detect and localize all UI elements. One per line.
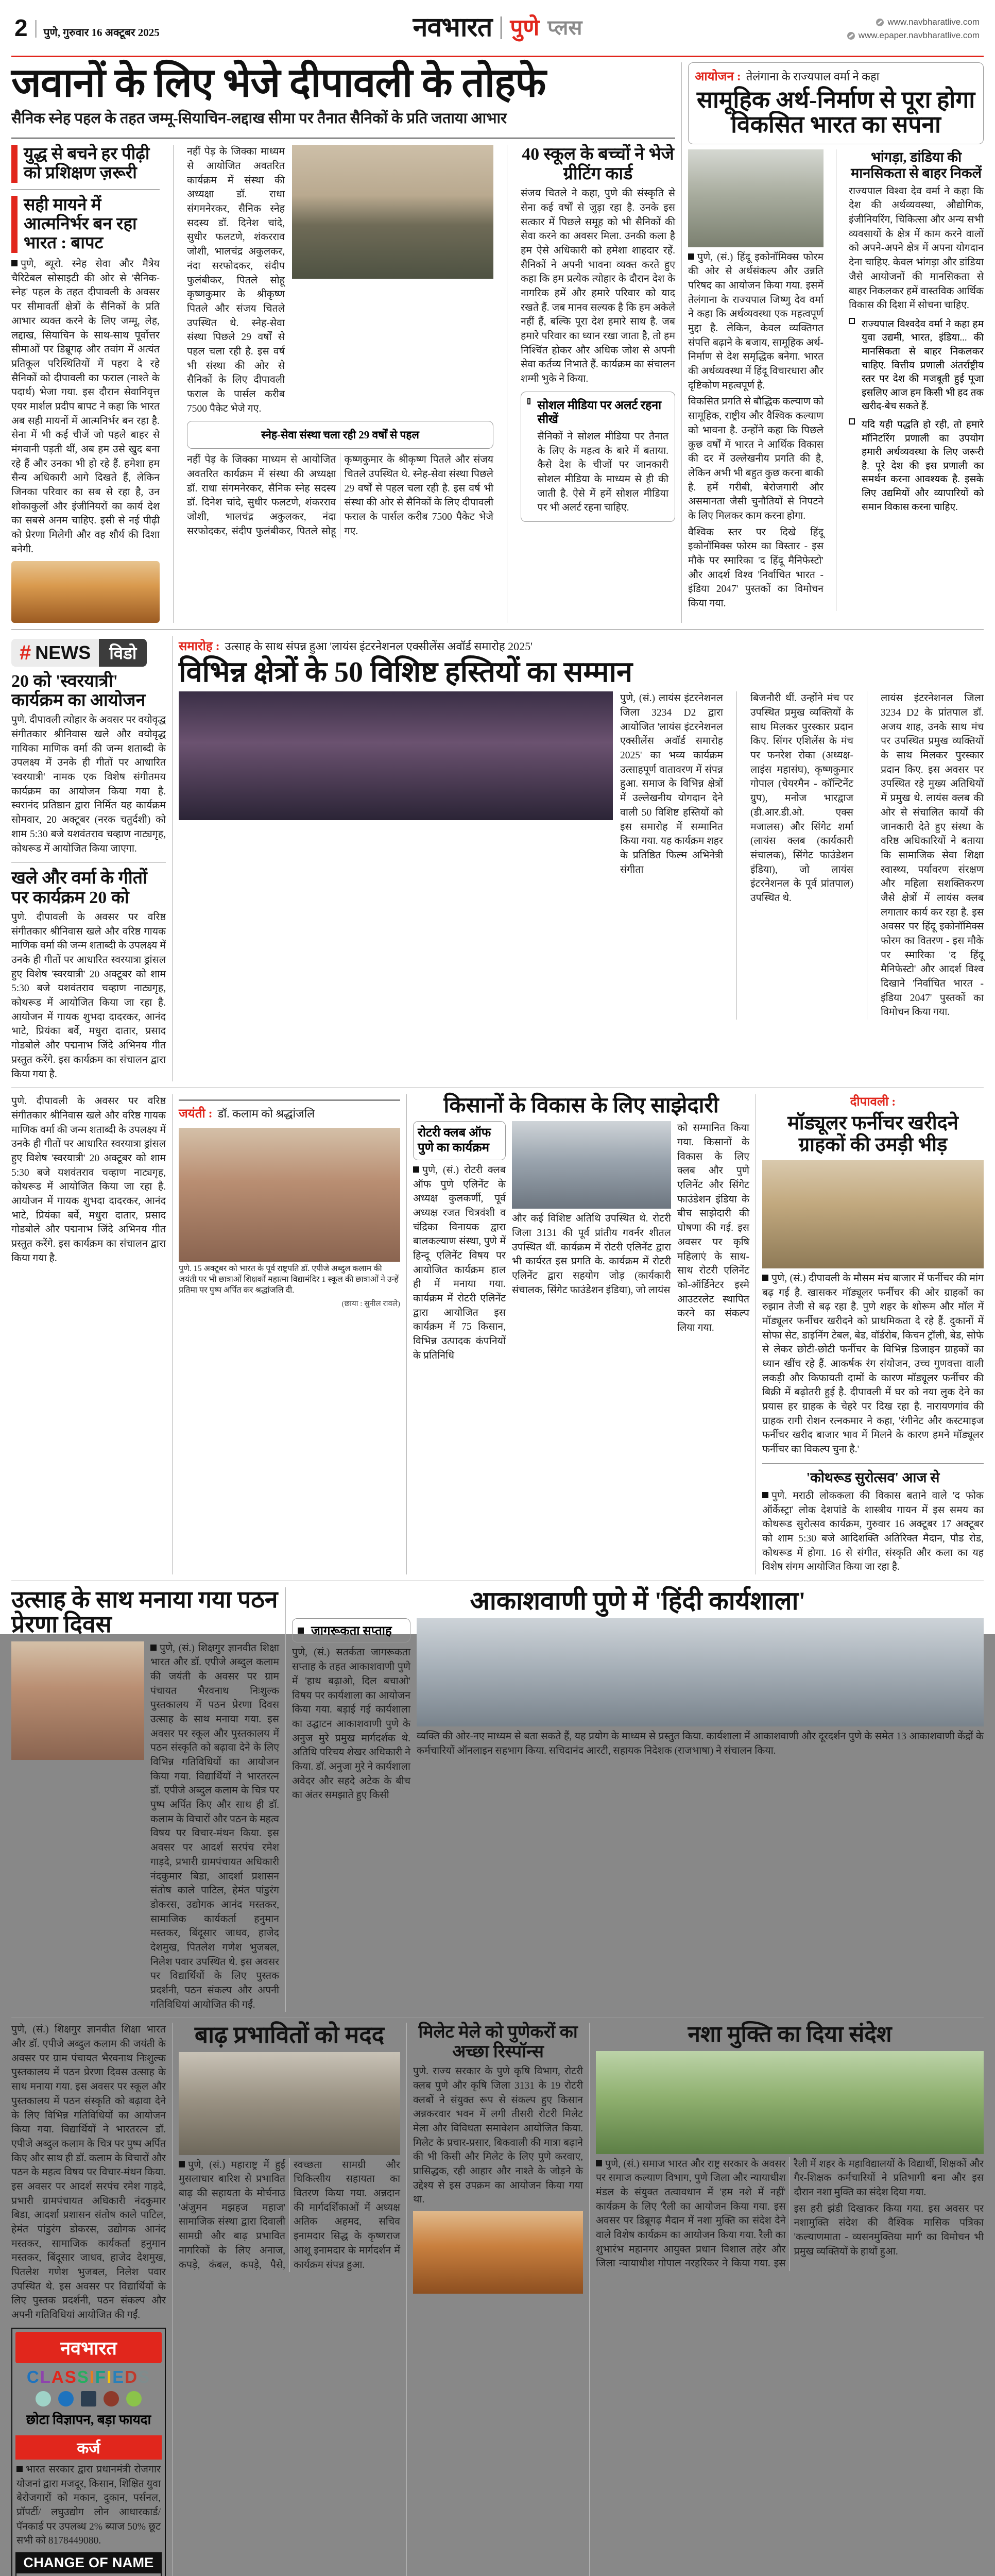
nasha-headline: नशा मुक्ति का दिया संदेश (688, 2022, 892, 2047)
red-bar (11, 196, 18, 253)
rule (11, 138, 675, 139)
kalam-story (179, 1094, 400, 1574)
bullet-square (150, 1645, 157, 1651)
matrimony-icon (104, 2391, 119, 2406)
bullet-square (762, 1492, 768, 1498)
millet-fair-photo (413, 2211, 583, 2294)
akashvani-story (292, 1587, 984, 2012)
third-section (0, 1094, 995, 1574)
farmers-headline: किसानों के विकास के लिए साझेदारी (443, 1094, 719, 1118)
lead-middle-column (187, 145, 493, 622)
governor-body-2: विकसित प्रगति से बौद्धिक कल्याण को सामूहिक, राष्ट्रीय और वैश्विक कल्याण को भावना है. उन्होंने कहा कि पिछले कुछ वर्षों में भारत ने आर्थिक विकास की दर में उल्लेखनीय प्रगति की है, लेकिन अभी भी बहुत कुछ करना बाकी है. हमें गरीबी, बेरोजगारी और असमानता जैसी चुनौतियों से निपटने के लिए मिलकर काम करना होगा. (688, 396, 824, 521)
swaryatri-body: पुणे. दीपावली त्योहार के अवसर पर वयोवृद्ध संगीतकार श्रीनिवास खले और वयोवृद्ध गायिका माणिक वर्मा की जन्म शताब्दी के उपलक्ष्य में उनके ही गीतों पर आधारित 'स्वरयात्री' नामक एक विशेष संगीतमय कार्यक्रम का आयोजन किया गया है. स्वरानंद प्रतिष्ठान द्वारा निर्मित यह कार्यक्रम सोमवार, 20 अक्टूबर (नरक चतुर्दशी) को शाम 5:30 बजे यशवंतराव चव्हाण नाट्यगृह, कोथरूड में आयोजित किया जाएगा. (11, 715, 166, 854)
bullet-square (16, 2466, 23, 2472)
awards-headline: विभिन्न क्षेत्रों के 50 विशिष्ट हस्तियों का सम्मान (179, 656, 633, 688)
change-of-name-header: CHANGE OF NAME (15, 2552, 162, 2573)
masthead (0, 0, 995, 56)
furniture-kicker (762, 1094, 984, 1113)
furniture-kicker-tag: दीपावली : (850, 1095, 896, 1109)
akashvani-body-1: पुणे, (सं.) सतर्कता जागरूकता सप्ताह के तहत आकाशवाणी पुणे में 'हाथ बढ़ाओ, दिल बचाओ' विषय पर कार्यशाला का आयोजन किया गया. बड़ाई गई कार्यशाला का उद्घाटन आकाशवाणी पुणे के अनुज मुरे प्रमुख मार्गदर्शक थे. अतिथि परिचय शेखर अधिकारी ने किया. डॉ. अनुजा मुरे ने कार्यशाला अवेदर और सहदे अटेक के बीच का अंतर समझाते हुए किसी (292, 1647, 410, 1801)
education-icon (81, 2391, 96, 2406)
khale-verma-headline: खले और वर्मा के गीतों पर कार्यक्रम 20 को (11, 869, 147, 907)
side-head-1-text: युद्ध से बचने हर पीढ़ी को प्रशिक्षण ज़रूरी (24, 145, 150, 183)
column-continued-text: पुणे. दीपावली के अवसर पर वरिष्ठ संगीतकार श्रीनिवास खले और वरिष्ठ गायक माणिक वर्मा की जन्म शताब्दी के उपलक्ष्य में उनके ही गीतों पर आधारित स्वरयात्रा ड्रांसल हुए विशेष 'स्वरयात्री' 20 अक्टूबर को शाम 5:30 बजे यशवंतराव चव्हाण नाट्यगृह, कोथरूड में आयोजित किया जा रहा है. आयोजन में गायक शुभदा दादरकर, आनंद भाटे, प्रियंका बर्वे, मधुरा दातार, प्रसाद गोडबोले और पद्मनाभ जिंदे अभिनय गीत प्रस्तुत करेंगे. इस कार्यक्रम का संचालन द्वारा किया गया है. (11, 1096, 166, 1264)
bullet-square (11, 260, 18, 266)
nasha-body-2: इस हरी झंडी दिखाकर किया गया. इस अवसर पर नशामुक्ति संदेश की वैश्विक मासिक पत्रिका 'कल्याणमाता - व्यसनमुक्तिया मार्ग' का विमोचन भी प्रमुख व्यक्तियों के हाथों हुआ. (794, 2203, 984, 2257)
side-head-2 (11, 196, 160, 253)
reading-day-story (11, 1587, 279, 2012)
change-of-name-1 (15, 2552, 162, 2576)
awards-body-2: बिजनौरी थीं. उन्होंने मंच पर उपस्थित प्रमुख व्यक्तियों के साथ मिलकर पुरस्कार प्रदान किए. सिंगर एशिलेंस के मंच पर फनरेश रोका (अध्यक्ष-लाइंस महासंघ), कृष्णकुमार गोपाल (चेयरमैन - कॉन्टिनेंट ग्रुप), मनोज भारद्वाज (डी.आर.डी.ओ. एक्स मजालस) और सिंगेट शर्मा (लायंस क्लब (कार्यकारी संचालक), सिंगेट फाउंडेशन इंडिया), जो लायंस इंटरनेशनल के पूर्व प्रांतपाल) उपस्थित थे. (750, 693, 853, 904)
awards-story (179, 636, 984, 1082)
nasha-body: पुणे, (सं.) समाज भारत और राष्ट्र सरकार के अवसर पर समाज कल्याण विभाग, पुणे जिला और न्यायाधीश मंडल के संयुक्त तत्वावधान में 'हम नशे में नहीं' कार्यक्रम के लिए 'रैली का आयोजन किया गया. इस अवसर पर डिब्रूगढ़ मैदान में नशा मुक्ति का संदेश देने वाले विशेष कार्यक्रम का आयोजन किया गया. रैली का शुभारंभ महानगर आयुक्त प्रधान विशाल तहेर और जिला न्यायाधीश गोपाल नरहरिकर ने किया गया. इस रैली में शहर के महाविद्यालयों के विद्यार्थी, शिक्षकों और गैर-शिक्षक कर्मचारियों ने प्रतिभागी बना और इस दौरान नशा मुक्ति का संदेश दिया गया. (596, 2158, 984, 2269)
awards-kicker (179, 636, 984, 657)
brand-logo[interactable] (413, 14, 582, 41)
classifieds-column (11, 2023, 166, 2576)
bullet-square (762, 1275, 768, 1281)
video-label[interactable]: विडो (99, 639, 147, 667)
globe-icon (847, 32, 855, 40)
lead-right-column (521, 145, 675, 622)
brand-name: नवभारत (413, 13, 492, 42)
furniture-body: पुणे, (सं.) दीपावली के मौसम मंच बाजार में फर्नीचर की मांग बढ़ गई है. खासकर मॉड्यूलर फर्नीचर की ओर ग्राहकों का रुझान तेजी से बढ़ रहा है. पुणे शहर के शोरूम और मॉल में मॉड्यूलर फर्नीचर खरीदने को प्राथमिकता दे रहे हैं. दुकानों में सोफा सेट, डाइनिंग टेबल, बेड, वॉर्डरोब, किचन ट्रॉली, बेड, सोफे से लेकर छोटी-छोटी फर्नीचर के विभिन्न डिजाइन ग्राहकों का ध्यान खींच रहे हैं. आकर्षक रंग संयोजन, उच्च गुणवत्ता वाली लकड़ी और किफायती दामों के कारण मॉड्यूलर फर्नीचर की बिक्री में बढ़ोतरी हुई है. दीपावली में घर को नया लुक देने का प्रयास हर ग्राहक के चेहरे पर दिख रहा है. नारायणगांव की ग्राहक रागी रोशन रत्नकमार ने कहा, 'रंगीनेट और कस्टमाइज फर्नीचर खरीद बाजार भाव में मिलने के कारण हमने मॉड्यूलर फर्नीचर का विकल्प चुना है.' (762, 1273, 984, 1455)
millet-body: पुणे. राज्य सरकार के पुणे कृषि विभाग, रोटरी क्लब पुणे और कृषि जिला 3131 के 19 रोटरी क्लबों ने संयुक्त रूप से संकल्प हुए किसान अन्नकरवार भवन में लगी तीसरी रोटरी मिलेट मेला और विविधता समावेशन आयोजित किया. मिलेट के प्रचार-प्रसार, बिकवाली की मात्रा बढ़ाने की भी किसी और मिलेट के लिए पुणे करवाए, प्रासिद्धक, रही आहार और नाश्ते के जोड़ने के उद्देश्य से इस उपक्रम का आयोजन किया गया था. (413, 2066, 583, 2206)
kalam-tribute-photo (179, 1128, 400, 1262)
news-badge-left (11, 639, 99, 667)
millet-story (413, 2023, 583, 2576)
classifieds-brand: नवभारत (15, 2332, 162, 2363)
farmers-body-1: पुणे, (सं.) रोटरी क्लब ऑफ पुणे एलिनेंट के अध्यक्ष कुलकर्णी, पूर्व अध्यक्ष रजत चित्रवंशी व चंद्रिका विनायक द्वारा बालकल्याण संस्था, पुणे में हिन्दू एलिनेंट विषय पर आयोजित कार्यक्रम हाल ही में मनाया गया. कार्यक्रम में रोटरी एलिनेंट द्वारा आयोजित इस कार्यक्रम में 75 किसान, विभिन्न उत्पादक कंपनियों के प्रतिनिधि (413, 1164, 506, 1361)
classifieds-tagline: छोटा विज्ञापन, बड़ा फायदा (26, 2412, 151, 2427)
social-media-alert-box (521, 392, 675, 522)
fourth-section (0, 1587, 995, 2012)
classifieds-section-head: कर्ज (15, 2435, 162, 2460)
photo-caption: स्नेह-सेवा संस्था चला रही 29 वर्षों से पहल (261, 429, 419, 442)
rotary-subhead-box (413, 1121, 506, 1160)
red-bar (11, 145, 18, 183)
farmers-meeting-photo (512, 1121, 671, 1209)
awards-kicker-text: उत्साह के साथ संपन्न हुआ 'लायंस इंटरनेशनल एक्सीलेंस अवॉर्ड समारोह 2025' (225, 639, 533, 653)
kalam-photo-credit: (छाया : सुनील रावले) (341, 1299, 400, 1308)
news-label: NEWS (35, 641, 91, 663)
flood-body: पुणे, (सं.) महाराष्ट्र में हुई मुसलाधार बारिश से प्रभावित बाढ़ की सहायता के मोर्चनाउ 'अंजुमन मझहज महाज' सामाजिक संस्था द्वारा दिवाली सामग्री और बाढ़ प्रभावित नागरिकों के लिए अनाज, कपड़े, कंबल, कपड़े, पैसे, स्वच्छता सामग्री और चिकित्सीय सहायता का वितरण किया गया. अन्नदान की मार्गदर्शिकाओं में अध्यक्ष अतिक अहमद, सचिव इनामदार सिद्ध के कृष्णराज आशू इनामदार के मार्गदर्शन में कार्यक्रम संपन्न हुआ. (179, 2159, 400, 2270)
reading-headline: उत्साह के साथ मनाया गया पठन प्रेरणा दिवस (11, 1586, 278, 1638)
akashvani-headline: आकाशवाणी पुणे में 'हिंदी कार्यशाला' (470, 1586, 806, 1615)
page-number: 2 (14, 14, 28, 41)
governor-headline-box (688, 62, 984, 144)
kothrud-body: पुणे. मराठी लोककला की विकास बताने वाले 'द फोक ऑर्केस्ट्रा' लोक देशपांडे के शास्त्रीय गायन में इस समय का कोथरूड सुरोत्सव कार्यक्रम, गुरुवार 16 अक्टूबर 17 अक्टूबर को शाम 5:30 बजे आदिशक्ति अतिरिक्त मैदान, पौड रोड, कोथरूड में होगा. 16 से संगीत, संस्कृति और कला का यह विशेष संगम आयोजित किया जा रहा है. (762, 1490, 984, 1573)
folio (14, 16, 160, 40)
dateline: पुणे, गुरुवार 16 अक्टूबर 2025 (43, 26, 160, 39)
governor-sub-body: राज्यपाल विश्वा देव वर्मा ने कहा कि देश की अर्थव्यवस्था, औद्योगिक, इंजीनियरिंग, चिकित्सा और अन्य सभी व्यवसायों के क्षेत्र में काम करने वालों को अपने-अपने क्षेत्र में अपना योगदान देना चाहिए. केवल भांगड़ा और डांडिया जैसे आयोजनों की मानसिकता से बाहर निकलकर हमें वास्तविक आर्थिक विकास की दिशा में सोचना चाहिए. (849, 185, 984, 311)
classifieds-icons (12, 2389, 165, 2410)
governor-event-photo (688, 149, 824, 247)
bullet-square (179, 2161, 185, 2167)
lead-subhead: सैनिक स्नेह पहल के तहत जम्मू-सियाचिन-लद्दाख सीमा पर तैनात सैनिकों के प्रति जताया आभार (11, 110, 507, 127)
farmers-body-2: और कई विशिष्ट अतिथि उपस्थित थे. रोटरी जिला 3131 की पूर्व प्रांतीय गवर्नर शीतल उपस्थित थीं. कार्यक्रम में रोटरी एलिनेंट द्वारा भी कार्यरत इस प्रगति के. कार्यक्रम में रोटरी एलिनेंट द्वारा सहयोग जोड़ (कार्यकारी संचालक, सिंगेट फाउंडेशन इंडिया), जो लायंस (512, 1213, 671, 1296)
side-head-2-text: सही मायने में आत्मनिर्भर बन रहा भारत : बापट (24, 196, 137, 253)
schools-body: संजय चितले ने कहा, पुणे की संस्कृति से सेना कई वर्षों से जुड़ा रहा है. उनके इस सत्कार में पिछले समूह को भी सैनिकों की सेवा करने का अवसर मिला. उनकी कला है हम ऐसे अधिकारी को हमेशा शाहदार रहें. सैनिकों ने अपनी भावना व्यक्त करते हुए कहा कि हम प्रत्येक त्योहार के दौरान देश के नागरिक हमें और हमारे परिवार को याद रखते हैं. जब मानव सल्यक है कि हम अकेले नहीं हैं, बल्कि पूरा देश हमारे साथ है. जब हमारे परिवार का ध्यान रखा जाता है, तो हम निश्चिंत होकर और अधिक जोश से अपनी सेवा कर्तव्य निभाते हैं. कार्यक्रम का संचालन शम्मी भुके ने किया. (521, 188, 675, 385)
photo-caption-box (187, 421, 493, 449)
awards-ceremony-photo (179, 691, 613, 820)
news-video-column-2 (11, 1094, 166, 1574)
soldiers-group-photo (292, 145, 493, 279)
job-search-icon (58, 2391, 74, 2406)
farmers-body-3: को सम्मानित किया गया. किसानों के विकास के लिए क्लब और पुणे एलिनेंट और सिंगेट फाउंडेशन इंडिया के बीच साझेदारी की घोषणा की गई. इस अवसर पर कृषि महिलाएं के साथ-साथ रोटरी एलिनेंट को-ऑर्डिनेटर इस्मे आउटरलेट स्थापित करने का संकल्प लिया गया. (677, 1123, 749, 1333)
flood-relief-photo (179, 2052, 400, 2155)
top-section (0, 57, 995, 623)
kalam-kicker-tag: जयंती : (179, 1107, 213, 1121)
hash-icon: # (20, 641, 31, 664)
furniture-story (762, 1094, 984, 1574)
furniture-headline: मॉड्यूलर फर्नीचर खरीदने ग्राहकों की उमड़ी भीड़ (787, 1112, 958, 1156)
flood-story (179, 2023, 400, 2576)
brand-divider (500, 16, 502, 39)
bullet-square-outline (849, 318, 855, 324)
website-links[interactable] (847, 15, 980, 43)
brand-edition-plus: प्लस (547, 16, 582, 39)
flood-headline: बाढ़ प्रभावितों को मदद (194, 2022, 385, 2048)
governor-headline: सामूहिक अर्थ-निर्माण से पूरा होगा विकसित भारत का सपना (696, 87, 975, 138)
folio-divider (35, 20, 37, 38)
bullet-square (596, 2160, 602, 2166)
alert-headline: सोशल मीडिया पर अलर्ट रहना सीखें (537, 398, 662, 426)
awards-body-3: लायंस इंटरनेशनल जिला 3234 D2 के प्रांतपाल डॉ. अजय शाह, उनके साथ मंच पर उपस्थित प्रमुख व्यक्तियों के साथ मिलकर पुरस्कार प्रदान किए. इस अवसर पर उपस्थित रहे मुख्य अतिथियों में प्रमुख थे. लायंस क्लब की ओर से संचालित कार्यों की जानकारी देते हुए संस्था के वरिष्ठ अधिकारियों ने बताया कि सामाजिक सेवा शिक्षा स्वास्थ्य, पर्यावरण संरक्षण और महिला सशक्तिकरण जैसे क्षेत्रों में लायंस क्लब लगातार कार्य कर रहा है. इस अवसर पर हिंदू इकोनॉमिक्स फोरम का वितरण - इस मौके पर स्मारिका 'द हिंदू मैनिफेस्टो' और आदर्श विश्व दिखाने 'निर्वाचित भारत - इंडिया 2047' पुस्तकों का विमोचन किया गया. (881, 693, 984, 1018)
bullet-square-outline (849, 418, 855, 425)
bullet-square (688, 253, 694, 260)
list-item: राज्यपाल विश्वदेव वर्मा ने कहा हम युवा उद्यमी, भारत, इंडिया... की मानसिकता से बाहर निकलकर चाहिए. वित्तीय प्रणाली अंतर्राष्ट्रीय स्तर पर देश की मजबूती हुई पूजा इसलिए आज हम किसी भी हद तक खरीद-बेच सकते हैं. (849, 318, 984, 414)
change-of-name-body (15, 2573, 162, 2576)
awareness-badge (292, 1618, 410, 1642)
website-epaper[interactable]: www.epaper.navbharatlive.com (858, 30, 980, 41)
schools-headline: 40 स्कूल के बच्चों ने भेजे ग्रीटिंग कार्ड (522, 145, 674, 183)
lead-body-1: पुणे, ब्यूरो. स्नेह सेवा और मैत्रेय चैरिटेबल सोसाइटी की ओर से 'सैनिक-स्नेह' पहल के तहत दीपावली के अवसर पर सीमावर्ती क्षेत्रों के सैनिकों के प्रति आभार व्यक्त करने के लिए जम्मू, लेह, लद्दाख, सियाचिन के साथ-साथ पूर्वोत्तर सीमाओं पर डिब्रूगढ़ और तवांग में अत्यंत प्रतिकूल परिस्थितियों में पहरा दे रहे सैनिकों को दीपावली का फराल (नाश्ते के पदार्थ) भेजा गया. इस दौरान सेवानिवृत्त एयर मार्शल प्रदीप बापट ने कहा कि भारत अब सही मायनों में आत्मनिर्भर बन रहा है. सेना में भी कई चीजें जो पहले बाहर से मंगवानी पड़ती थीं, अब हम उसे खुद बना रहे हैं और उनका भी हो रहे हैं. हमेशा हम सैन्य अधिकारी आगे दिखते हैं, लेकिन जिनका परिवार का सब से रहा है, उन शोकाकुलों और इंजीनियरों का कार्य देश का सबसे अनम चाहिए. इसी से नई पीढ़ी को प्रेरणा मिलेगी और वह शौर्य की दिशा बनेगी. (11, 259, 160, 555)
awareness-label: जागरूकता सप्ताह (311, 1624, 392, 1638)
lead-body-3: नहीं पेड़ के जिक्का माध्यम से आयोजित अवतरित कार्यक्रम में संस्था की अध्यक्षा डॉ. राधा संगमनेरकर, सैनिक स्नेह सदस्य डॉ. दिनेश चांदे, सुधीर फलटणे, शंकरराव जोशी, भालचंद्र अकुलकर, नंदा सरफोदकर, संदीप फुलंबीकर, पितले सोहू कृष्णकुमार के श्रीकृष्ण पितले और संजय चितले उपस्थित थे. स्नेह-सेवा संस्था पिछले 29 वर्षों से पहल चला रही है. इस वर्ष भी संस्था की ओर से सैनिकों के लिए दीपावली फराल के पार्सल करीब 7500 पैकेट भेजे गए. (187, 454, 493, 537)
furniture-showroom-photo (762, 1160, 984, 1268)
governor-body-1: पुणे, (सं.) हिंदू इकोनॉमिक्स फोरम की ओर से अर्थसंकल्प और उन्नति परिषद का आयोजन किया गया. इसमें तेलंगाना के राज्यपाल जिष्णु देव वर्मा ने कहा कि अर्थव्यवस्था एक महत्वपूर्ण मुद्दा है. लेकिन, केवल व्यक्तिगत संपत्ति बढ़ाने के बजाय, सामूहिक अर्थ-निर्माण से देश समृद्धिक बनेगा. भारत की अर्थव्यवस्था में हिंदू विचारधारा और दृष्टिकोण महत्वपूर्ण है. (688, 251, 824, 391)
reading-body: पुणे, (सं.) शिक्षगुर ज्ञानवीत शिक्षा भारत और डॉ. एपीजे अब्दुल कलाम की जयंती के अवसर पर ग्राम पंचायत भैरवनाथ निःशुल्क पुस्तकालय में पठन प्रेरणा दिवस उत्साह के साथ मनाया गया. इस अवसर पर स्कूल और पुस्तकालय में पठन संस्कृति को बढ़ावा देने के लिए विभिन्न गतिविधियों का आयोजन किया गया. विद्यार्थियों ने भारतरत्न डॉ. एपीजे अब्दुल कलाम के चित्र पर पुष्प अर्पित किए और साथ ही डॉ. कलाम के विचारों और पठन के महत्व विषय पर विचार-मंथन किया. इस अवसर पर आदर्श सरपंच रमेश गाड़दे, प्रभारी ग्रामपंचायत अधिकारी नंदकुमार बिडा, आदर्शा प्रशासन संतोष काले पाटिल, हेमंत पांडुरंग डोकरस, उद्योगक आनंद मस्तकर, सामाजिक कार्यकर्ता हनुमान मस्तकर, बिंदूसार जाधव, हाजेद देशमुख, पितलेश गणेश भुजबल, निलेश पवार उपस्थित थे. इस अवसर पर विद्यार्थियों के लिए पुस्तक प्रदर्शनी, पठन संकल्प और अपनी गतिविधियां आयोजित की गईं. (150, 1642, 279, 2010)
governor-kicker (695, 69, 977, 88)
fifth-section (0, 2023, 995, 2576)
lead-left-column (11, 145, 160, 622)
awards-kicker-tag: समारोह : (179, 639, 220, 653)
farmers-story (413, 1094, 749, 1574)
bullet-square (413, 1166, 419, 1173)
governor-bullet-list (849, 318, 984, 514)
kalam-caption: पुणे. 15 अक्टूबर को भारत के पूर्व राष्ट्रपति डॉ. एपीजे अब्दुल कलाम की जयंती पर भी छात्राओं शिक्षकों महात्मा विद्यामंदिर 1 स्कूल की छात्राओं ने उन्हें प्रतिमा पर पुष्प अर्पित कर श्रद्धांजलि दी. (179, 1264, 399, 1295)
classifieds-word: CLASSIFIEDS (26, 2367, 151, 2386)
list-item: यदि यही पद्धति हो रही, तो हमारे मॉनिटरिंग प्रणाली का उपयोग हमारी अर्थव्यवस्था के लिए जरूरी है. पूरे देश की इस प्रणाली का समर्थन करना आवश्यक है. इसके लिए उद्यमियों और व्यापारियों को समान विकास करना चाहिए. (849, 418, 984, 514)
reading-day-photo (11, 1641, 144, 1760)
reading-body-continued: पुणे, (सं.) शिक्षगुर ज्ञानवीत शिक्षा भारत और डॉ. एपीजे अब्दुल कलाम की जयंती के अवसर पर ग्राम पंचायत भैरवनाथ निःशुल्क पुस्तकालय में पठन प्रेरणा दिवस उत्साह के साथ मनाया गया. इस अवसर पर स्कूल और पुस्तकालय में पठन संस्कृति को बढ़ावा देने के लिए विभिन्न गतिविधियों का आयोजन किया गया. विद्यार्थियों ने भारतरत्न डॉ. एपीजे अब्दुल कलाम के चित्र पर पुष्प अर्पित किए और साथ ही डॉ. कलाम के विचारों और पठन के महत्व विषय पर विचार-मंथन किया. इस अवसर पर आदर्श सरपंच रमेश गाड़दे, प्रभारी ग्रामपंचायत अधिकारी नंदकुमार बिडा, आदर्शा प्रशासन संतोष काले पाटिल, हेमंत पांडुरंग डोकरस, उद्योगक आनंद मस्तकर, सामाजिक कार्यकर्ता हनुमान मस्तकर, बिंदूसार जाधव, हाजेद देशमुख, पितलेश गणेश भुजबल, निलेश पवार उपस्थित थे. इस अवसर पर विद्यार्थियों के लिए पुस्तक प्रदर्शनी, पठन संकल्प और अपनी गतिविधियां आयोजित की गईं. (11, 2024, 166, 2321)
swaryatri-headline: 20 को 'स्वरयात्री' कार्यक्रम का आयोजन (11, 671, 146, 710)
website-main[interactable]: www.navbharatlive.com (887, 17, 980, 27)
nasha-rally-photo (596, 2051, 984, 2154)
alert-body: सैनिकों ने सोशल मीडिया पर तैनात के लिए के महत्व के बारे में बताया. कैसे देश के चीजों पर जानकारी सोशल मीडिया के माध्यम से ही की जाती है. ऐसे में हमें सोशल मीडिया पर भी अलर्ट रहना चाहिए. (537, 431, 668, 514)
governor-body-3: वैश्विक स्तर पर दिखे हिंदू इकोनॉमिक्स फोरम का विस्तार - इस मौके पर स्मारिका 'द हिंदू मैनिफेस्टो' और आदर्श विश्व 'निर्वाचित भारत - इंडिया 2047' पुस्तकों का विमोचन किया गया. (688, 527, 824, 609)
news-video-badge[interactable] (11, 639, 166, 667)
bullet-square-outline (527, 398, 530, 404)
akashvani-body-2: व्यक्ति की ओर-नए माध्यम से बता सकते हैं, यह प्रयोग के माध्यम से प्रस्तुत किया. कार्यशाला में आकाशवाणी और दूरदर्शन पुणे के समेत 13 आकाशवाणी केंद्रों के कर्मचारियों ऑनलाइन सहभाग किया. सचिदानंद आरटी, सहायक निदेशक (राजभाषा) ने संचालन किया. (417, 1731, 984, 1757)
lead-headline: जवानों के लिए भेजे दीपावली के तोहफे (11, 60, 546, 105)
classifieds-ad[interactable] (11, 2328, 166, 2576)
millet-headline: मिलेट मेले को पुणेकरों का अच्छा रिस्पॉन्स (418, 2023, 578, 2061)
brand-edition-city: पुणे (510, 15, 540, 40)
rotary-subhead: रोटरी क्लब ऑफ पुणे का कार्यक्रम (418, 1126, 491, 1155)
lead-story (11, 62, 675, 623)
governor-subhead: भांगड़ा, डांडिया की मानसिकता से बाहर निकलें (851, 149, 982, 181)
governor-kicker-tag: आयोजन : (695, 70, 741, 83)
lead-body-continued: नहीं पेड़ के जिक्का माध्यम से आयोजित अवतरित कार्यक्रम में संस्था की अध्यक्षा डॉ. राधा संगमनेरकर, सैनिक स्नेह सदस्य डॉ. दिनेश चांदे, सुधीर फलटणे, शंकरराव जोशी, भालचंद्र अकुलकर, नंदा सरफोदकर, संदीप फुलंबीकर, पितले सोहू कृष्णकुमार के श्रीकृष्ण पितले और संजय चितले उपस्थित थे. स्नेह-सेवा संस्था पिछले 29 वर्षों से पहल चला रही है. इस वर्ष भी संस्था की ओर से सैनिकों के लिए दीपावली फराल के पार्सल करीब 7500 पैकेट भेजे गए. (187, 146, 285, 414)
globe-icon (876, 19, 884, 26)
kalam-kicker-text: डॉ. कलाम को श्रद्धांजलि (217, 1107, 315, 1121)
house-icon (36, 2391, 51, 2406)
awards-body-1: पुणे, (सं.) लायंस इंटरनेशनल जिला 3234 D2 द्वारा आयोजित 'लायंस इंटरनेशनल एक्सीलेंस अवॉर्ड समारोह 2025' का भव्य कार्यक्रम उत्साहपूर्ण वातावरण में संपन्न हुआ. समाज के विभिन्न क्षेत्रों में उल्लेखनीय योगदान देने वाली 50 विशिष्ट हस्तियों को इस समारोह में सम्मानित किया गया. यह कार्यक्रम शहर के प्रतिष्ठित फिल्म अभिनेत्री संगीता (620, 693, 723, 875)
nasha-story (596, 2023, 984, 2576)
governor-kicker-text: तेलंगाना के राज्यपाल वर्मा ने कहा (746, 70, 880, 83)
kothrud-headline: 'कोथरूड सुरोत्सव' आज से (806, 1469, 940, 1485)
khale-verma-body: पुणे. दीपावली के अवसर पर वरिष्ठ संगीतकार श्रीनिवास खले और वरिष्ठ गायक माणिक वर्मा की जन्म शताब्दी के उपलक्ष्य में उनके ही गीतों पर आधारित स्वरयात्रा ड्रांसल हुए विशेष 'स्वरयात्री' 20 अक्टूबर को शाम 5:30 बजे यशवंतराव चव्हाण नाट्यगृह, कोथरूड में आयोजित किया जा रहा है. आयोजन में गायक शुभदा दादरकर, आनंद भाटे, प्रियंका बर्वे, मधुरा दातार, प्रसाद गोडबोले और पद्मनाभ जिंदे अभिनय गीत प्रस्तुत करेंगे. इस कार्यक्रम का संचालन द्वारा किया गया है. (11, 911, 166, 1080)
diya-decoration-image (11, 561, 160, 623)
side-head-1 (11, 145, 160, 183)
news-video-column (11, 636, 166, 1082)
second-section (0, 636, 995, 1082)
akashvani-workshop-photo (417, 1618, 984, 1726)
health-icon (126, 2391, 142, 2406)
bullet-square (298, 1628, 304, 1634)
governor-story (688, 62, 984, 623)
loan-ad-text: भारत सरकार द्वारा प्रधानमंत्री रोजगार योजनां द्वारा मजदूर, किसान, शिक्षित युवा बेरोजगारों को मकान, दुकान, पर्सनल, प्रॉपर्टी/ लघुउद्योग लोन आधारकार्ड/ पॅनकार्ड पर उपलब्ध 2% ब्याज 50% छूट सभी को 8178449080. (16, 2464, 161, 2547)
kalam-kicker (179, 1106, 400, 1125)
